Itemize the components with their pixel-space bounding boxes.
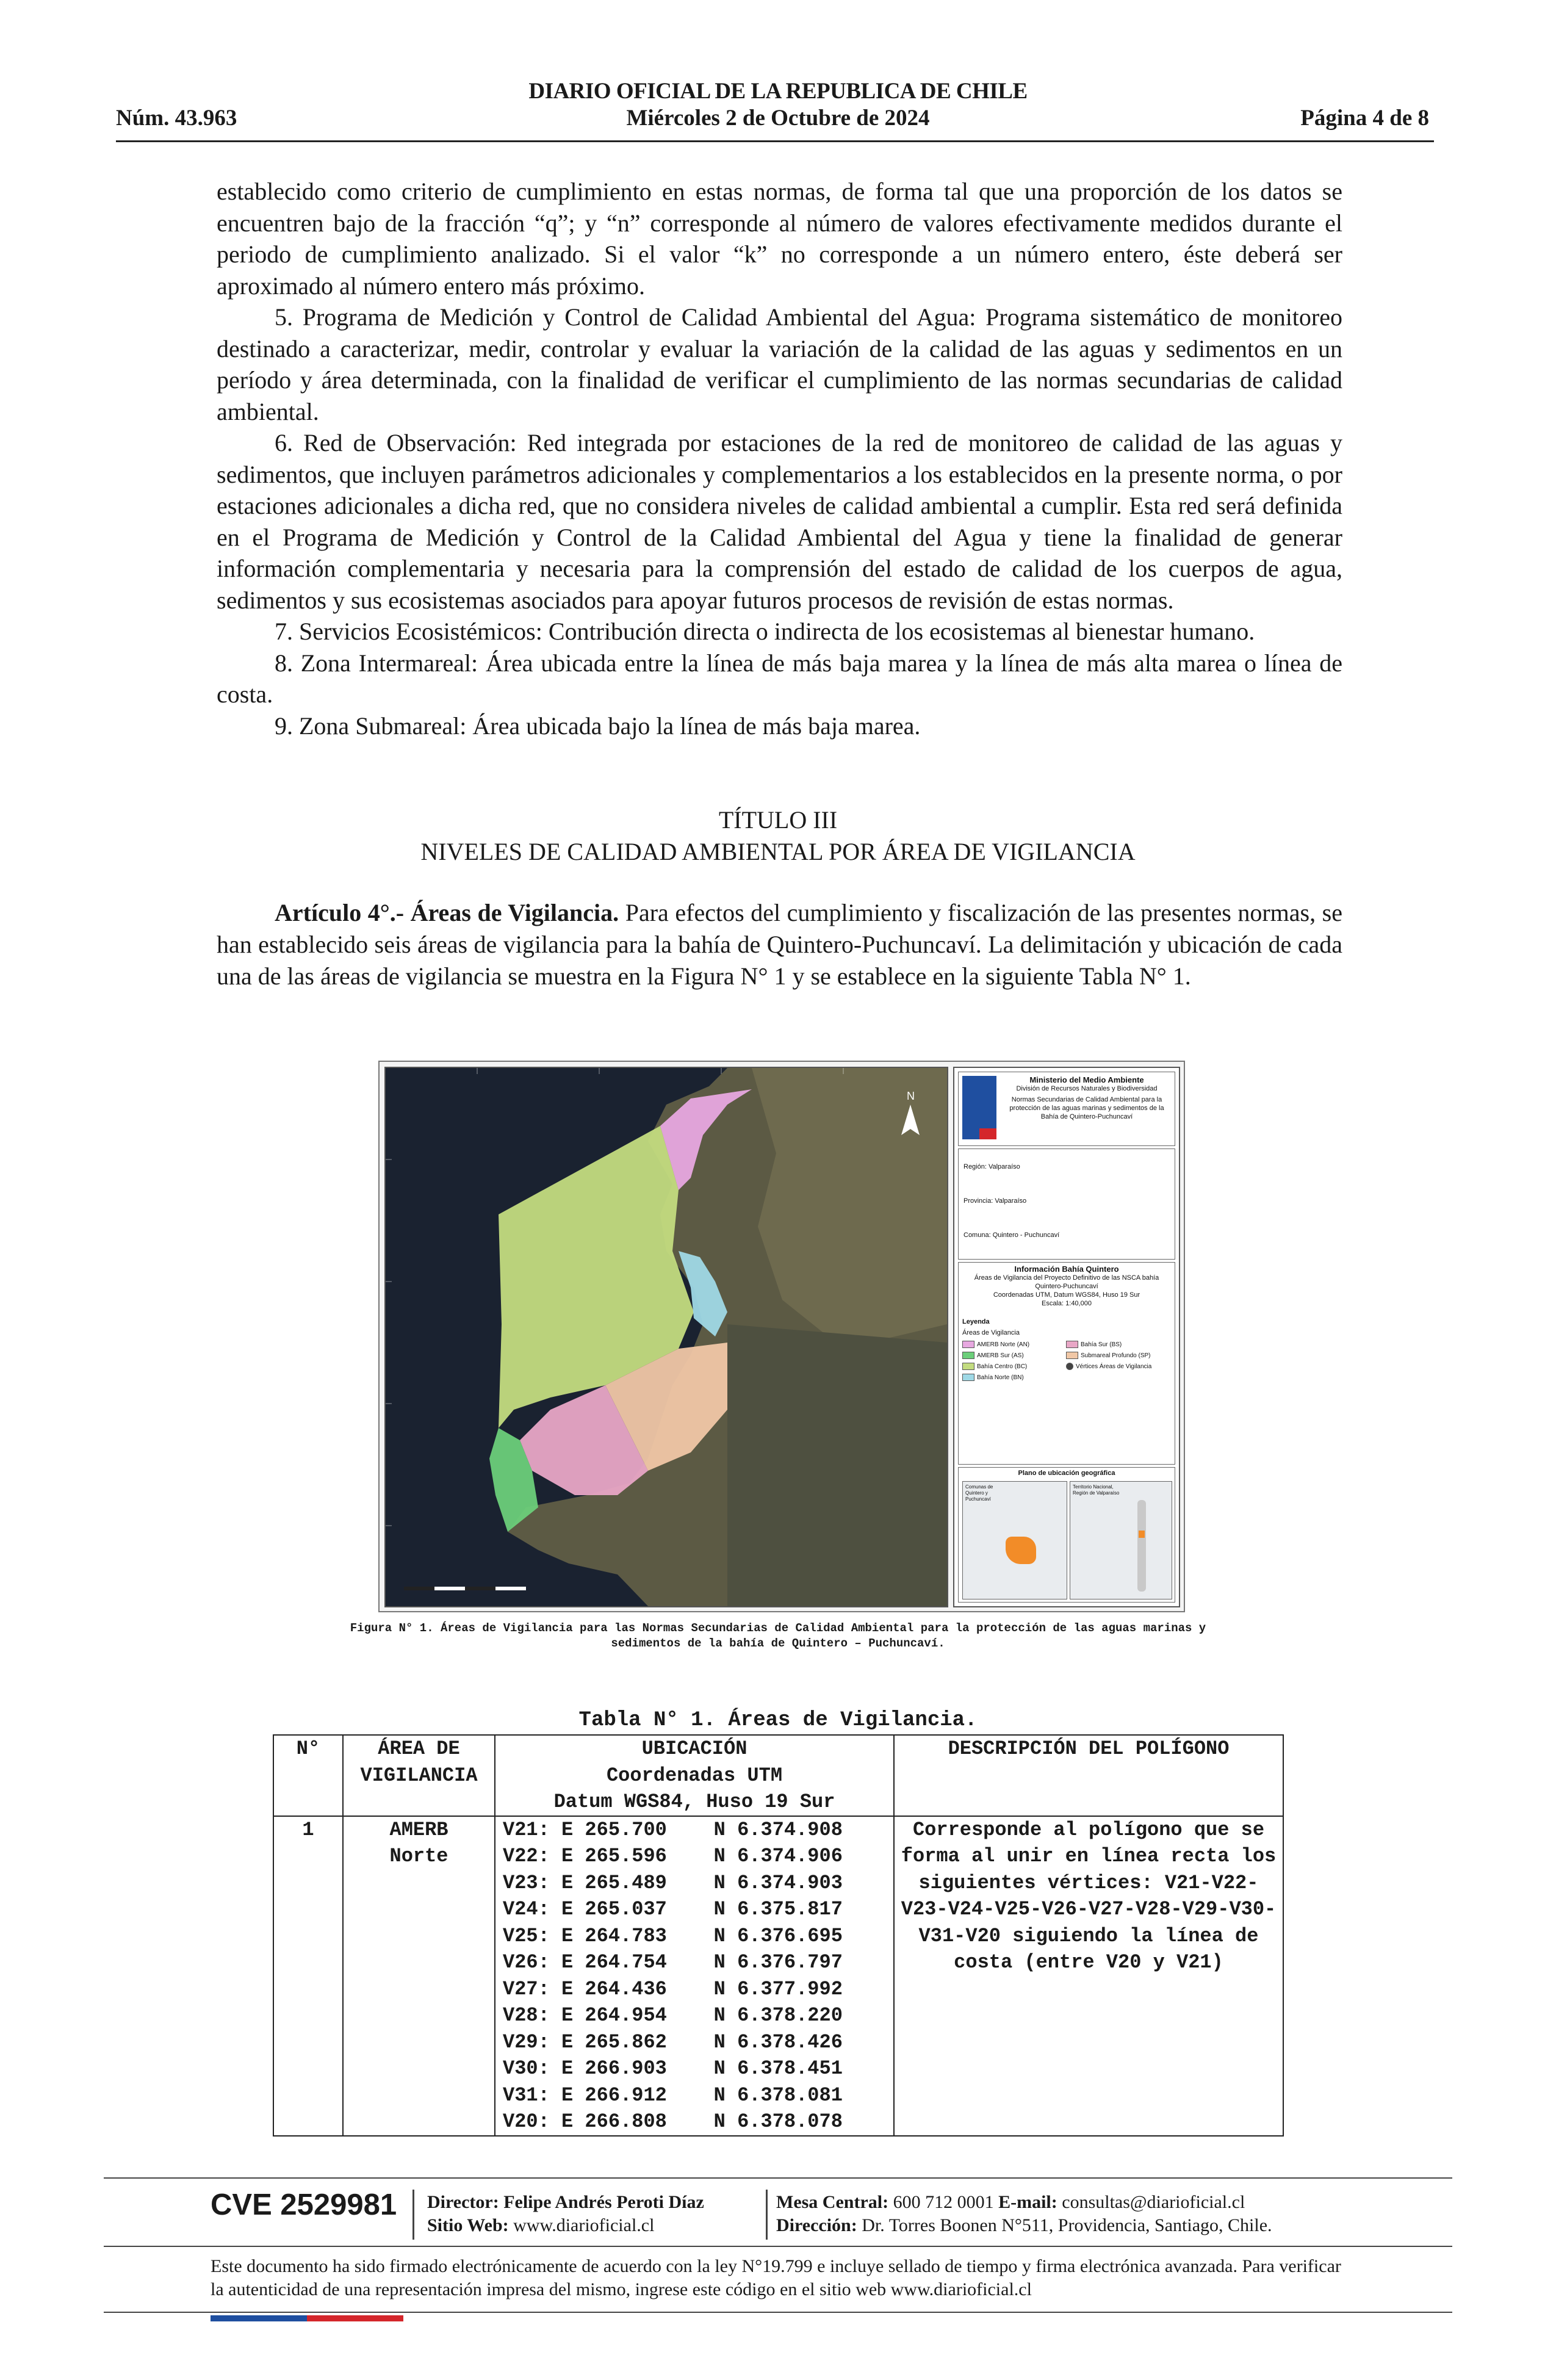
site-link[interactable]: www.diarioficial.cl [513,2215,655,2235]
flag-stripe-blue [211,2315,307,2321]
row-vertices [495,1816,894,2136]
legend-swatch [962,1352,974,1359]
vertex: V20: E 266.808 N 6.378.078 [503,2110,843,2133]
paragraph: 7. Servicios Ecosistémicos: Contribución directa o indirecta de los ecosistemas al bienestar humano. [275,618,1255,645]
title-line-1: TÍTULO III [718,806,838,834]
paragraph: 6. Red de Observación: Red integrada por estaciones de la red de monitoreo de calidad de las aguas y sedimentos, que incluyen parámetros adicionales y complementarios a los establecidos en la presente norma, o por estaciones adicionales a dicha red, que no considera niveles de calidad ambiental a cumplir. Esta red será definida en el Programa de Medición y Control de la Calidad Ambiental del Agua y tiene la finalidad de generar información complementaria y necesaria para la comprensión del estado de calidad de los cuerpos de agua, sedimentos y sus ecosistemas asociados para apoyar futuros procesos de revisión de estas normas. [217,429,1342,614]
site-label: Sitio Web: [427,2215,509,2235]
header-area: ÁREA DE VIGILANCIA [343,1735,495,1816]
info-text: Áreas de Vigilancia del Proyecto Definitivo de las NSCA bahía Quintero-Puchuncaví [974,1274,1159,1290]
legend-label: Bahía Norte (BN) [977,1374,1024,1381]
legend-label: Bahía Centro (BC) [977,1363,1028,1370]
table-header-row [273,1735,1283,1816]
info-block [958,1262,1175,1465]
legend-label: Bahía Sur (BS) [1081,1341,1122,1348]
location-block [958,1467,1175,1603]
vertex: V31: E 266.912 N 6.378.081 [503,2083,843,2107]
body-text [217,176,1342,741]
vertex: V27: E 264.436 N 6.377.992 [503,1977,843,2000]
legend-label: Vértices Áreas de Vigilancia [1076,1363,1152,1370]
ministry-division: División de Recursos Naturales y Biodiversidad [1016,1085,1158,1092]
footer-separator [412,2190,414,2240]
article-text: Para efectos del cumplimiento y fiscalización de las presentes normas, se han establecido seis áreas de vigilancia para la bahía de Quintero-Puchuncaví. La delimitación y ubicación de cada una de las áreas de vigilancia se muestra en la Figura N° 1 y se establece en la siguiente Tabla N° 1. [217,899,1343,990]
director-name: Felipe Andrés Peroti Díaz [503,2192,704,2212]
footer-divider [104,2312,1452,2313]
inset-map-chile [1070,1481,1172,1599]
legend-item [962,1341,1029,1349]
legend-item [962,1363,1027,1371]
header-num: N° [273,1735,343,1816]
paragraph: 9. Zona Submareal: Área ubicada bajo la línea de más baja marea. [275,712,921,740]
info-title: Información Bahía Quintero [1014,1264,1119,1274]
row-description: Corresponde al polígono que se forma al unir en línea recta los siguientes vértices: V21-V22-V23-V24-V25-V26-V27-V28-V29-V30-V31-V20 siguiendo la línea de costa (entre V20 y V21) [894,1816,1283,2136]
title-line-2: NIVELES DE CALIDAD AMBIENTAL POR ÁREA DE VIGILANCIA [420,838,1136,865]
legend-subtitle: Áreas de Vigilancia [962,1329,1020,1336]
vertex: V28: E 264.954 N 6.378.220 [503,2004,843,2027]
legend-swatch [1066,1341,1078,1348]
legend-item [962,1374,1024,1382]
issue-date: Miércoles 2 de Octubre de 2024 [626,106,930,131]
location-title: Plano de ubicación geográfica [1018,1469,1115,1477]
footer-contact-block [776,2191,1272,2237]
info-datum: Coordenadas UTM, Datum WGS84, Huso 19 Sur [993,1291,1140,1299]
section-title [0,804,1556,868]
legend-swatch [962,1374,974,1381]
legend-label: AMERB Norte (AN) [977,1341,1030,1348]
legend-swatch [1066,1363,1073,1370]
issue-number: Núm. 43.963 [116,106,237,131]
legend-swatch [1066,1352,1078,1359]
region-block [958,1149,1175,1260]
vertex: V23: E 265.489 N 6.374.903 [503,1871,843,1894]
region-label: Región: Valparaíso [963,1163,1020,1170]
legend-label: AMERB Sur (AS) [977,1352,1024,1359]
figure-caption: Figura N° 1. Áreas de Vigilancia para las Normas Secundarias de Calidad Ambiental para la protección de las aguas marinas y sedimentos de la bahía de Quintero – Puchuncaví. [350,1621,1206,1650]
info-scale: Escala: 1:40,000 [1042,1300,1092,1307]
vertex: V21: E 265.700 N 6.374.908 [503,1818,843,1841]
legend-swatch [962,1363,974,1370]
vertex: V26: E 264.754 N 6.376.797 [503,1951,843,1974]
table-title: Tabla N° 1. Áreas de Vigilancia. [578,1709,978,1732]
cve-code: CVE 2529981 [211,2188,397,2221]
page-number: Página 4 de 8 [1300,106,1429,131]
ministry-block [958,1072,1175,1146]
vertex: V25: E 264.783 N 6.376.695 [503,1924,843,1947]
inset-map-communes [962,1481,1067,1599]
vertex: V24: E 265.037 N 6.375.817 [503,1898,843,1920]
map-graphic [386,1068,947,1606]
flag-stripe-red [307,2315,403,2321]
row-area: AMERB Norte [343,1816,495,2136]
norm-title: Normas Secundarias de Calidad Ambiental para la protección de las aguas marinas y sedimentos de la Bahía de Quintero-Puchuncaví [1009,1096,1164,1120]
vertex: V22: E 265.596 N 6.374.906 [503,1845,843,1867]
paragraph: 5. Programa de Medición y Control de Calidad Ambiental del Agua: Programa sistemático de monitoreo destinado a caracterizar, medir, controlar y evaluar la variación de la calidad de las aguas y sedimentos en un período y área determinada, con la finalidad de verificar el cumplimiento de las normas secundarias de calidad ambiental. [217,303,1342,425]
paragraph: 8. Zona Intermareal: Área ubicada entre la línea de más baja marea y la línea de más alta marea o línea de costa. [217,649,1342,708]
footer-divider [104,2246,1452,2247]
ministry-logo [962,1076,996,1139]
vertex: V30: E 266.903 N 6.378.451 [503,2057,843,2080]
legend-title: Leyenda [962,1318,990,1325]
paragraph: establecido como criterio de cumplimiento en estas normas, de forma tal que una proporción de los datos se encuentren bajo de la fracción “q”; y “n” corresponde al número de valores efectivamente medidos durante el periodo de cumplimiento analizado. Si el valor “k” no corresponde a un número entero, éste deberá ser aproximado al número entero más próximo. [217,178,1342,300]
footer-divider [104,2177,1452,2179]
article-4 [217,897,1342,992]
header-divider [116,140,1434,142]
legend-label: Submareal Profundo (SP) [1081,1352,1151,1359]
satellite-map [384,1067,948,1607]
address: Dr. Torres Boonen N°511, Providencia, Santiago, Chile. [862,2215,1272,2235]
article-heading: Artículo 4°.- Áreas de Vigilancia. [275,899,619,926]
footer-director-block [427,2191,704,2237]
province-label: Provincia: Valparaíso [963,1197,1027,1205]
director-label: Director: [427,2192,499,2212]
journal-title: DIARIO OFICIAL DE LA REPUBLICA DE CHILE [528,79,1028,104]
north-label: N [907,1090,915,1102]
inset1-label: Comunas de Quintero y Puchuncaví [965,1484,993,1502]
header-description: DESCRIPCIÓN DEL POLÍGONO [894,1735,1283,1816]
areas-table [273,1734,1284,2137]
map-legend-panel [953,1067,1180,1607]
inset2-label: Territorio Nacional, Región de Valparaíso [1073,1484,1120,1496]
table-row [273,1816,1283,2136]
legend-item [1066,1341,1122,1349]
address-label: Dirección: [776,2215,857,2235]
figure-map [378,1061,1185,1612]
email-link[interactable]: consultas@diarioficial.cl [1062,2192,1245,2212]
commune-label: Comuna: Quintero - Puchuncaví [963,1231,1060,1239]
phone: 600 712 0001 [893,2192,994,2212]
legend-item [1066,1352,1151,1360]
footer-separator [766,2190,768,2240]
legend-item [1066,1363,1151,1371]
header-location: UBICACIÓN Coordenadas UTM Datum WGS84, Huso 19 Sur [495,1735,894,1816]
ministry-name: Ministerio del Medio Ambiente [1029,1075,1144,1084]
legend-item [962,1352,1024,1360]
phone-label: Mesa Central: [776,2192,889,2212]
email-label: E-mail: [998,2192,1057,2212]
vertex: V29: E 265.862 N 6.378.426 [503,2030,843,2054]
row-num: 1 [273,1816,343,2136]
legal-notice: Este documento ha sido firmado electrónicamente de acuerdo con la ley N°19.799 e incluye sellado de tiempo y firma electrónica avanzada. Para verificar la autenticidad de una representación impresa del mismo, ingrese este código en el sitio web www.diarioficial.cl [211,2256,1341,2299]
legend-swatch [962,1341,974,1348]
